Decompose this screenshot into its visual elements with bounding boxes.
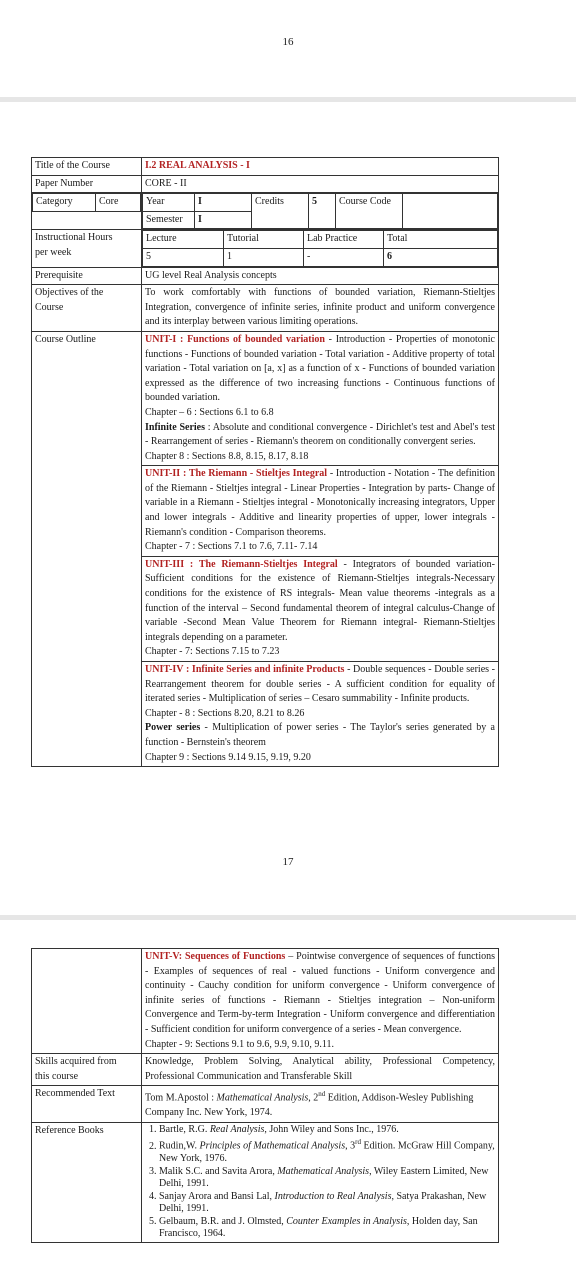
reference-item: [159, 1216, 495, 1241]
course-code-value: [403, 194, 498, 229]
ref-title: Introduction to Real Analysis: [274, 1190, 392, 1202]
skills-label-line1: Skills acquired from: [35, 1056, 117, 1068]
skills-label: [32, 1054, 142, 1086]
page-number: 17: [282, 856, 294, 868]
objectives-label-line2: Course: [35, 301, 64, 313]
objectives-value: To work comfortably with functions of bounded variation, Riemann-Stieltjes Integration, convergence of infinite series, infinite product and uniform convergence and its interplay between various limiting operations.: [142, 285, 499, 332]
ref-title: Principles of Mathematical Analysis: [199, 1140, 346, 1152]
category-label: Category: [33, 194, 96, 212]
paper-value: CORE - II: [142, 175, 499, 193]
unit-3-title: UNIT-III : The Riemann-Stieltjes Integral: [145, 558, 338, 570]
unit-3-text: - Integrators of bounded variation-Sufficient conditions for the existence of Riemann-Stieltjes integrals-Necessary conditions for the existence of RS integrals- Mean value theorems -integrals as a function of the interval – Second fundamental theorem of integral calculus-Change of variable -Second Mean Value Theorem for Riemann integral- Riemann-Stieltjes integrals depending on a parameter.: [145, 558, 495, 643]
lecture-value: 5: [143, 248, 224, 266]
unit-5-text: – Pointwise convergence of sequences of functions - Examples of sequences of real - valued functions - Uniform convergence and continuity - Cauchy condition for uniform convergence - Uniform convergence of infinite series of functions - Riemann - Stieltjes integration – Non-uniform Convergence and Term-by-term Integration - Uniform convergence and differentiation - Sufficient condition for uniform convergence of a series - Mean convergence.: [145, 951, 495, 1035]
unit-4-title: UNIT-IV : Infinite Series and infinite Products: [145, 664, 345, 675]
ref-author: Malik S.C. and Savita Arora,: [159, 1165, 278, 1177]
semester-label: Semester: [143, 211, 195, 229]
unit-1-ref-2: Chapter 8 : Sections 8.8, 8.15, 8.17, 8.18: [145, 450, 309, 462]
lab-value: -: [304, 248, 384, 266]
hours-label-line1: Instructional Hours: [35, 232, 113, 244]
unit-1-sub-title: Infinite Series: [145, 421, 205, 433]
total-value: 6: [384, 248, 498, 266]
reference-item: [159, 1136, 495, 1165]
rec-author: Tom M.Apostol :: [145, 1092, 217, 1104]
ref-author: Sanjay Arora and Bansi Lal,: [159, 1190, 275, 1202]
rec-label: Recommended Text: [32, 1086, 142, 1123]
year-label: Year: [143, 194, 195, 212]
credits-label: Credits: [252, 194, 309, 229]
tutorial-label: Tutorial: [224, 231, 304, 249]
ref-publisher: , Satya Prakashan, New Delhi, 1991.: [159, 1190, 487, 1215]
unit-3-ref: Chapter - 7: Sections 7.15 to 7.23: [145, 646, 280, 658]
unit-5: [142, 949, 499, 1054]
ref-publisher: , John Wiley and Sons Inc., 1976.: [264, 1123, 399, 1135]
lecture-label: Lecture: [143, 231, 224, 249]
ref-title: Mathematical Analysis: [277, 1165, 370, 1177]
ref-sup: rd: [355, 1138, 361, 1147]
ref-publisher: Edition. McGraw Hill Company, New York, 1976.: [159, 1140, 495, 1165]
ref-edition: , 3: [345, 1140, 356, 1152]
page-separator: [0, 97, 576, 102]
category-value: Core: [96, 194, 141, 212]
unit-1-ref-1: Chapter – 6 : Sections 6.1 to 6.8: [145, 406, 274, 418]
lab-label: Lab Practice: [304, 231, 384, 249]
reference-item: [159, 1166, 495, 1191]
course-code-label: Course Code: [336, 194, 403, 229]
prereq-value: UG level Real Analysis concepts: [142, 267, 499, 285]
unit-4-ref-1: Chapter - 8 : Sections 8.20, 8.21 to 8.26: [145, 707, 305, 719]
page-separator: [0, 915, 576, 920]
unit-1-title: UNIT-I : Functions of bounded variation: [145, 333, 325, 345]
rec-value: [142, 1086, 499, 1123]
unit-2-text: - Introduction - Notation - The definition of the Riemann - Stieltjes integral - Linear Properties - Integration by parts- Change of variable in a Riemann - Stieltjes integral - Monotonically increasing integrators, Upper and lower integrals - Additive and linearity properties of upper, lower integrals - Riemann's condition - Comparison theorems.: [145, 468, 496, 538]
ref-label: Reference Books: [32, 1122, 142, 1242]
unit-4-text: - Double sequences - Double series - Rearrangement theorem for double series - A sufficient condition for equality of iterated series - Multiplication of series – Cesaro summability - Infinite products.: [145, 664, 495, 705]
ref-title: Real Analysis: [209, 1123, 265, 1135]
unit-5-label: [32, 949, 142, 1054]
ref-publisher: , Wiley Eastern Limited, New Delhi, 1991.: [159, 1165, 489, 1190]
total-label: Total: [384, 231, 498, 249]
outline-label: Course Outline: [32, 331, 142, 766]
reference-item: [159, 1191, 495, 1216]
page-number: 16: [282, 36, 294, 48]
objectives-label-line1: Objectives of the: [35, 287, 104, 299]
ref-author: Gelbaum, B.R. and J. Olmsted,: [159, 1215, 287, 1227]
unit-4-sub-text: - Multiplication of power series - The Taylor's series generated by a function - Bernstein's theorem: [145, 722, 495, 748]
unit-4: [142, 662, 499, 767]
reference-list: [145, 1124, 495, 1241]
unit-5-ref: Chapter - 9: Sections 9.1 to 9.6, 9.9, 9.10, 9.11.: [145, 1038, 335, 1050]
objectives-label: [32, 285, 142, 332]
tutorial-value: 1: [224, 248, 304, 266]
unit-2-title: UNIT-II : The Riemann - Stieltjes Integral: [145, 468, 328, 480]
rec-sup: nd: [318, 1090, 326, 1099]
semester-value: I: [195, 211, 252, 229]
ref-author: Rudin,W.: [159, 1140, 200, 1152]
unit-1-text: - Introduction - Properties of monotonic functions - Functions of bounded variation - Total variation - Additive property of total variation - Total variation on [a, x] as a function of x - Functions of bounded variation expressed as the difference of two increasing functions - Continuous functions of bounded variation.: [145, 333, 495, 404]
syllabus-table-2: [31, 948, 499, 1243]
hours-label: [32, 230, 142, 267]
unit-4-ref-2: Chapter 9 : Sections 9.14 9.15, 9.19, 9.20: [145, 751, 311, 763]
rec-book: Mathematical Analysis: [216, 1092, 309, 1104]
ref-list-cell: [142, 1122, 499, 1242]
hours-label-line2: per week: [35, 246, 72, 258]
paper-label: Paper Number: [32, 175, 142, 193]
ref-title: Counter Examples in Analysis: [286, 1215, 407, 1227]
syllabus-table-1: [31, 157, 499, 767]
rec-edition: , 2: [308, 1092, 319, 1104]
credits-value: 5: [309, 194, 336, 229]
course-title: I.2 REAL ANALYSIS - I: [142, 158, 499, 176]
unit-5-title: UNIT-V: Sequences of Functions: [145, 951, 286, 962]
unit-1: [142, 331, 499, 465]
title-label: Title of the Course: [32, 158, 142, 176]
prereq-label: Prerequisite: [32, 267, 142, 285]
ref-author: Bartle, R.G.: [159, 1123, 210, 1135]
rec-rest: Edition, Addison-Wesley Publishing Company Inc. New York, 1974.: [145, 1092, 474, 1119]
reference-item: [159, 1124, 495, 1137]
unit-2: [142, 466, 499, 557]
year-credits-cell: [142, 193, 499, 230]
skills-label-line2: this course: [35, 1070, 79, 1082]
category-cell: [32, 193, 142, 230]
unit-4-sub-title: Power series: [145, 722, 201, 734]
ref-publisher: , Holden day, San Francisco, 1964.: [159, 1215, 478, 1240]
skills-value: Knowledge, Problem Solving, Analytical ability, Professional Competency, Professional Communication and Transferable Skill: [142, 1054, 499, 1086]
unit-3: [142, 556, 499, 661]
unit-2-ref: Chapter - 7 : Sections 7.1 to 7.6, 7.11- 7.14: [145, 541, 318, 553]
year-value: I: [195, 194, 252, 212]
hours-cell: [142, 230, 499, 267]
unit-1-sub-text: : Absolute and conditional convergence - Dirichlet's test and Abel's test - Rearrangement of series - Riemann's theorem on conditionally convergent series.: [145, 421, 495, 448]
